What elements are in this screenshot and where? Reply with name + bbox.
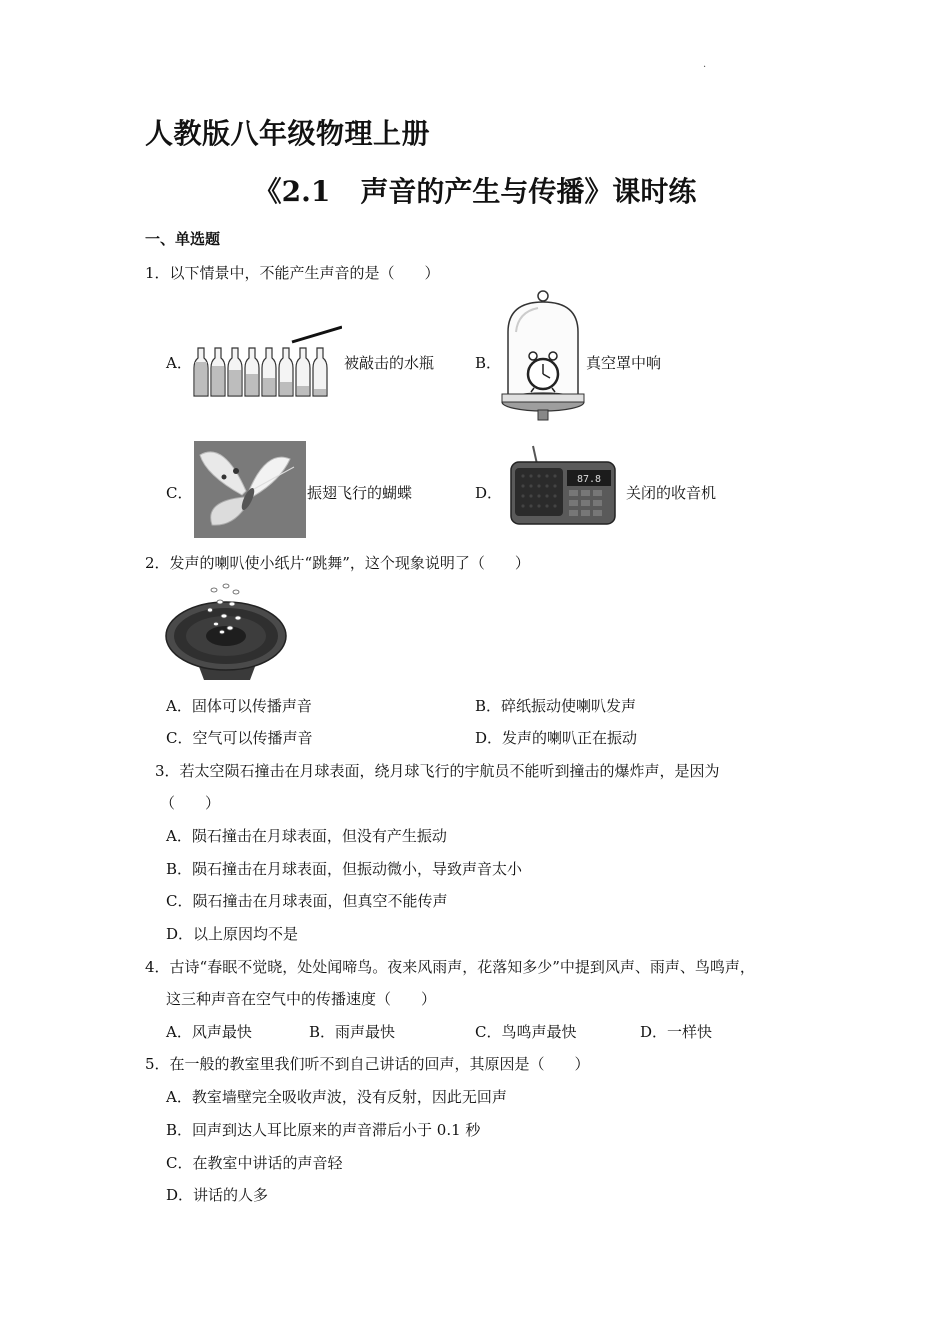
- q1-option-b-text: 真空罩中响: [586, 354, 662, 372]
- q1-stem: 1．以下情景中，不能产生声音的是（ ）: [145, 264, 440, 282]
- q2-option-b: B．碎纸振动使喇叭发声: [475, 697, 637, 715]
- q2-option-a: A．固体可以传播声音: [166, 697, 312, 715]
- water-bottles-figure: [192, 322, 342, 400]
- q1-option-c-text: 振翅飞行的蝴蝶: [307, 484, 413, 502]
- q1-option-a-letter: A．: [166, 354, 192, 372]
- q4-stem-line-1: 4．古诗“春眠不觉晓，处处闻啼鸟。夜来风雨声，花落知多少”中提到风声、雨声、鸟鸣声，: [145, 958, 755, 976]
- q4-option-a: A．风声最快: [166, 1023, 252, 1041]
- q1-option-c-letter: C．: [166, 484, 193, 502]
- q4-option-c: C．鸟鸣声最快: [475, 1023, 577, 1041]
- q5-option-c: C．在教室中讲话的声音轻: [166, 1154, 343, 1172]
- q5-option-b: B．回声到达人耳比原来的声音滞后小于 0.1 秒: [166, 1121, 481, 1139]
- q3-option-b: B．陨石撞击在月球表面，但振动微小，导致声音太小: [166, 860, 523, 878]
- q3-option-c: C．陨石撞击在月球表面，但真空不能传声: [166, 892, 448, 910]
- q3-option-a: A．陨石撞击在月球表面，但没有产生振动: [166, 827, 447, 845]
- q4-option-d: D．一样快: [640, 1023, 713, 1041]
- q3-stem-line-2: （ ）: [160, 794, 221, 812]
- corner-dot: ·: [703, 62, 707, 73]
- vacuum-bell-jar-figure: [500, 288, 586, 424]
- q4-stem-line-2: 这三种声音在空气中的传播速度（ ）: [166, 990, 437, 1008]
- q2-option-d: D．发声的喇叭正在振动: [475, 729, 638, 747]
- title-line-2: [0, 170, 950, 210]
- radio-display-text: 87.8: [576, 474, 602, 485]
- q1-option-b-letter: B．: [475, 354, 502, 372]
- striking-stick: [292, 327, 342, 342]
- title-line-1: 人教版八年级物理上册: [145, 117, 431, 150]
- q3-option-d: D．以上原因均不是: [166, 925, 299, 943]
- speaker-figure: [164, 580, 288, 682]
- bottle-8: [313, 348, 327, 396]
- q5-option-a: A．教室墙壁完全吸收声波，没有反射，因此无回声: [166, 1088, 507, 1106]
- q1-option-d-text: 关闭的收音机: [626, 484, 717, 502]
- q1-option-a-text: 被敲击的水瓶: [344, 354, 435, 372]
- q2-stem: 2．发声的喇叭使小纸片“跳舞”，这个现象说明了（ ）: [145, 554, 530, 572]
- q1-option-d-letter: D．: [475, 484, 503, 502]
- q4-option-b: B．雨声最快: [309, 1023, 396, 1041]
- title-text: 声音的产生与传播》课时练: [360, 175, 697, 208]
- section-heading: 一、单选题: [145, 230, 221, 248]
- title-number: 《2.1: [253, 175, 331, 208]
- q2-option-c: C．空气可以传播声音: [166, 729, 313, 747]
- q5-option-d: D．讲话的人多: [166, 1186, 269, 1204]
- q5-stem: 5．在一般的教室里我们听不到自己讲话的回声，其原因是（ ）: [145, 1055, 590, 1073]
- radio-figure: [507, 444, 619, 528]
- butterfly-photo: [194, 441, 306, 538]
- q3-stem-line-1: 3．若太空陨石撞击在月球表面，绕月球飞行的宇航员不能听到撞击的爆炸声，是因为: [155, 762, 720, 780]
